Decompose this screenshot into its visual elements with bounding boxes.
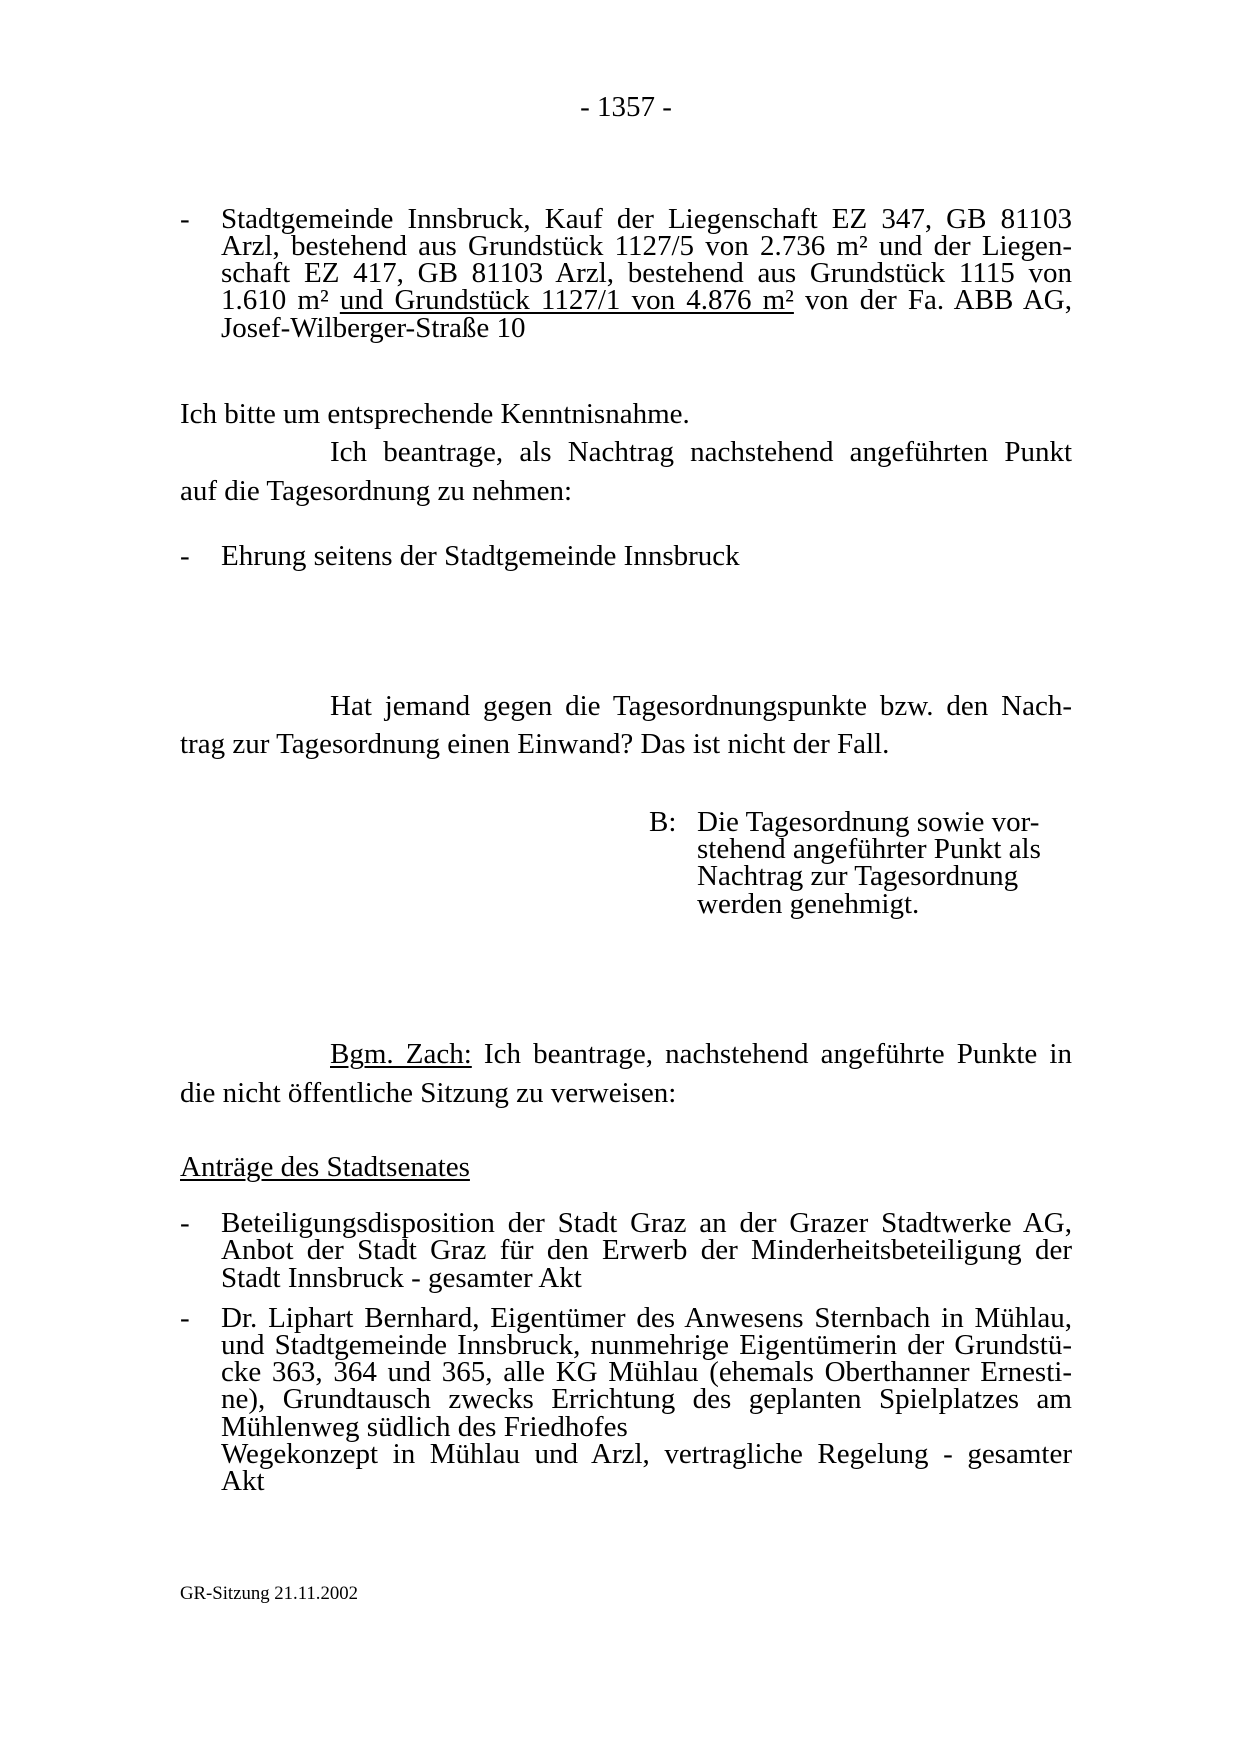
- item-line: Dr. Liphart Bernhard, Eigentümer des Anwesens Sternbach in Mühlau,: [221, 1301, 1072, 1334]
- list-item-text: [221, 1206, 1072, 1294]
- item-line-text: 1.610 m²: [221, 284, 340, 317]
- paragraph-line: Ich beantrage, als Nachtrag nachstehend angeführten Punkt: [330, 436, 1072, 469]
- item-line: Anbot der Stadt Graz für den Erwerb der Minderheitsbeteiligung der: [221, 1234, 1072, 1267]
- page-number: - 1357 -: [580, 91, 672, 123]
- item-line: und Stadtgemeinde Innsbruck, nunmehrige Eigentümerin der Grundstü-: [221, 1328, 1072, 1361]
- list-item-text: [221, 202, 1073, 344]
- list-bullet: -: [180, 202, 190, 235]
- closed-session-request: [180, 1035, 1072, 1112]
- footer-session-date: GR-Sitzung 21.11.2002: [180, 1583, 358, 1604]
- item-line: Akt: [221, 1464, 265, 1497]
- list-item: [180, 1301, 1072, 1497]
- item-line: Stadtgemeinde Innsbruck, Kauf der Liegenschaft EZ 347, GB 81103: [221, 202, 1072, 235]
- paragraph-line: [180, 1035, 1072, 1073]
- list-item-text: [221, 1301, 1072, 1497]
- paragraph-line-text: Ich beantrage, nachstehend angeführte Punkte in: [471, 1038, 1072, 1071]
- property-purchase-item: [180, 202, 1073, 344]
- agenda-addition-item: [180, 540, 1072, 572]
- list-bullet: -: [180, 540, 190, 572]
- item-line: ne), Grundtausch zwecks Errichtung des geplanten Spielplatzes am: [221, 1383, 1072, 1416]
- list-bullet: -: [180, 1206, 190, 1239]
- item-line: Josef-Wilberger-Straße 10: [221, 311, 526, 344]
- item-line: Beteiligungsdisposition der Stadt Graz an der Grazer Stadtwerke AG,: [221, 1206, 1072, 1239]
- resolution-line: Nachtrag zur Tagesordnung: [697, 860, 1019, 893]
- item-line: schaft EZ 417, GB 81103 Arzl, bestehend aus Grundstück 1115 von: [221, 257, 1072, 290]
- underlined-text: und Grundstück 1127/1 von 4.876 m²: [339, 284, 794, 317]
- speaker-name: Bgm. Zach:: [330, 1038, 472, 1071]
- item-line: cke 363, 364 und 365, alle KG Mühlau (ehemals Oberthanner Ernesti-: [221, 1356, 1072, 1389]
- paragraph-line: trag zur Tagesordnung einen Einwand? Das ist nicht der Fall.: [180, 728, 890, 761]
- resolution-label: B:: [649, 805, 677, 838]
- resolution-line: stehend angeführter Punkt als: [697, 833, 1041, 865]
- resolution-text: [697, 805, 1069, 920]
- item-line: Ehrung seitens der Stadtgemeinde Innsbruck: [221, 540, 740, 572]
- paragraph-line: Ich bitte um entsprechende Kenntnisnahme.: [180, 398, 690, 430]
- paragraph-line: auf die Tagesordnung zu nehmen:: [180, 474, 573, 507]
- paragraph-line: Hat jemand gegen die Tagesordnungspunkte bzw. den Nach-: [330, 690, 1072, 722]
- section-heading: [180, 1151, 1072, 1183]
- list-bullet: -: [180, 1301, 190, 1334]
- item-line: Wegekonzept in Mühlau und Arzl, vertragliche Regelung - gesamter: [221, 1437, 1072, 1470]
- resolution-line: Die Tagesordnung sowie vor-: [697, 805, 1040, 838]
- item-line: Stadt Innsbruck - gesamter Akt: [221, 1261, 582, 1294]
- resolution-line: werden genehmigt.: [697, 887, 920, 920]
- resolution-block: [649, 805, 1069, 920]
- section-heading-text: Anträge des Stadtsenates: [180, 1151, 470, 1183]
- item-line-text: von der Fa. ABB AG,: [793, 284, 1073, 317]
- agenda-addition-request: [180, 433, 1072, 510]
- item-line: Mühlenweg südlich des Friedhofes: [221, 1410, 628, 1443]
- acknowledgement-text: [180, 395, 1072, 433]
- list-item: [180, 1206, 1072, 1294]
- item-line: Arzl, bestehend aus Grundstück 1127/5 von 2.736 m² und der Liegen-: [221, 229, 1072, 262]
- list-item-text: [221, 540, 1072, 572]
- paragraph-line: die nicht öffentliche Sitzung zu verweisen:: [180, 1076, 677, 1109]
- objection-question: [180, 687, 1072, 764]
- item-line: [221, 284, 1073, 317]
